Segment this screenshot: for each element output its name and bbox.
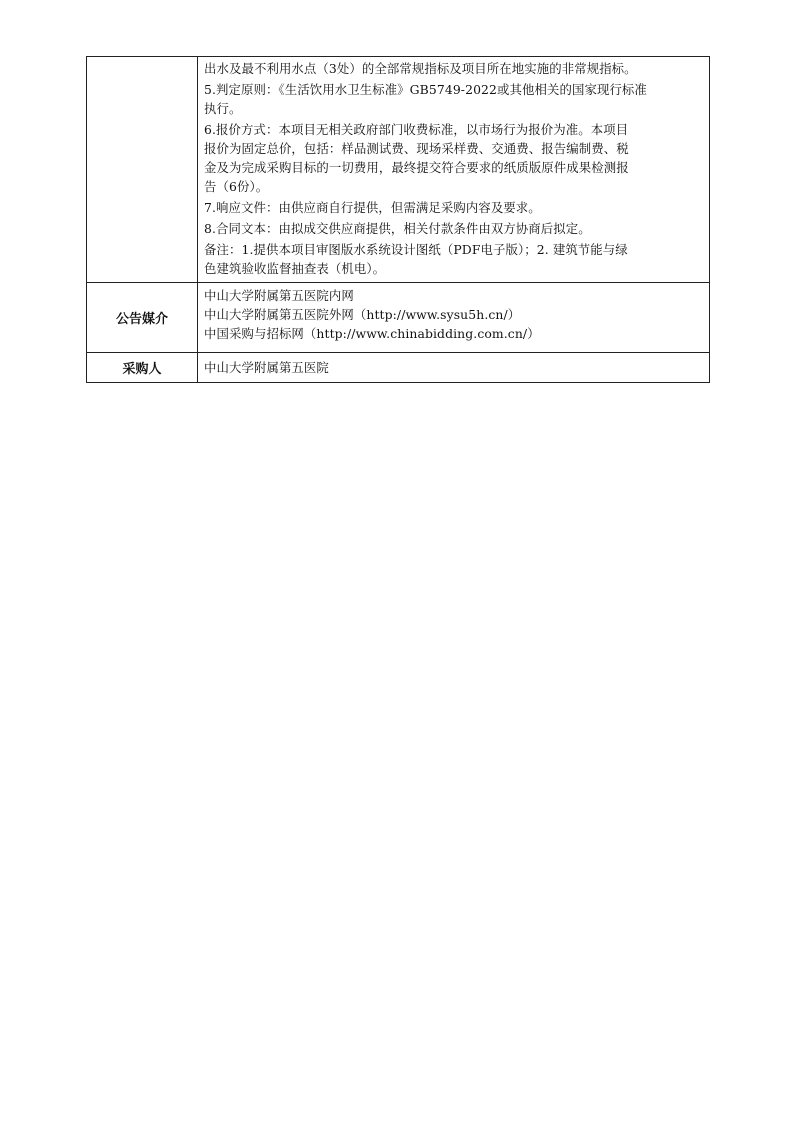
announcement-media-list xyxy=(198,283,710,353)
requirement-line: 备注：1.提供本项目审图版水系统设计图纸（PDF电子版）；2. 建筑节能与绿 xyxy=(204,242,628,257)
purchaser-label: 采购人 xyxy=(87,353,198,383)
requirement-line: 8.合同文本：由拟成交供应商提供，相关付款条件由双方协商后拟定。 xyxy=(204,221,591,236)
requirement-paragraph-contract xyxy=(204,219,705,238)
requirement-paragraph-response xyxy=(204,198,705,217)
purchaser-row xyxy=(87,353,710,383)
requirement-line: 色建筑验收监督抽查表（机电）。 xyxy=(204,261,386,276)
requirement-line: 6.报价方式：本项目无相关政府部门收费标准，以市场行为报价为准。本项目 xyxy=(204,122,629,137)
purchaser-value: 中山大学附属第五医院 xyxy=(198,353,710,383)
procurement-table xyxy=(86,56,710,383)
requirement-line: 金及为完成采购目标的一切费用，最终提交符合要求的纸质版原件成果检测报 xyxy=(204,160,629,175)
requirement-line: 执行。 xyxy=(204,101,242,116)
media-item-intranet: 中山大学附属第五医院内网 xyxy=(204,288,354,303)
requirement-line: 7.响应文件：由供应商自行提供，但需满足采购内容及要求。 xyxy=(204,200,541,215)
requirement-paragraph-judgment xyxy=(204,80,705,118)
requirement-line: 5.判定原则：《生活饮用水卫生标准》GB5749-2022或其他相关的国家现行标准 xyxy=(204,82,647,97)
announcement-media-row xyxy=(87,283,710,353)
requirement-line: 报价为固定总价，包括：样品测试费、现场采样费、交通费、报告编制费、税 xyxy=(204,141,629,156)
requirement-line: 出水及最不利用水点（3处）的全部常规指标及项目所在地实施的非常规指标。 xyxy=(204,61,637,76)
requirement-line: 告（6份）。 xyxy=(204,179,269,194)
requirements-row xyxy=(87,57,710,283)
requirement-paragraph-water-points xyxy=(204,59,705,78)
requirements-content xyxy=(198,57,710,283)
requirement-paragraph-quotation xyxy=(204,120,705,196)
announcement-media-label: 公告媒介 xyxy=(87,283,198,353)
requirement-paragraph-remarks xyxy=(204,240,705,278)
media-item-extranet: 中山大学附属第五医院外网（http://www.sysu5h.cn/） xyxy=(204,307,521,322)
media-item-chinabidding: 中国采购与招标网（http://www.chinabidding.com.cn/） xyxy=(204,326,540,341)
requirements-label-cell xyxy=(87,57,198,283)
